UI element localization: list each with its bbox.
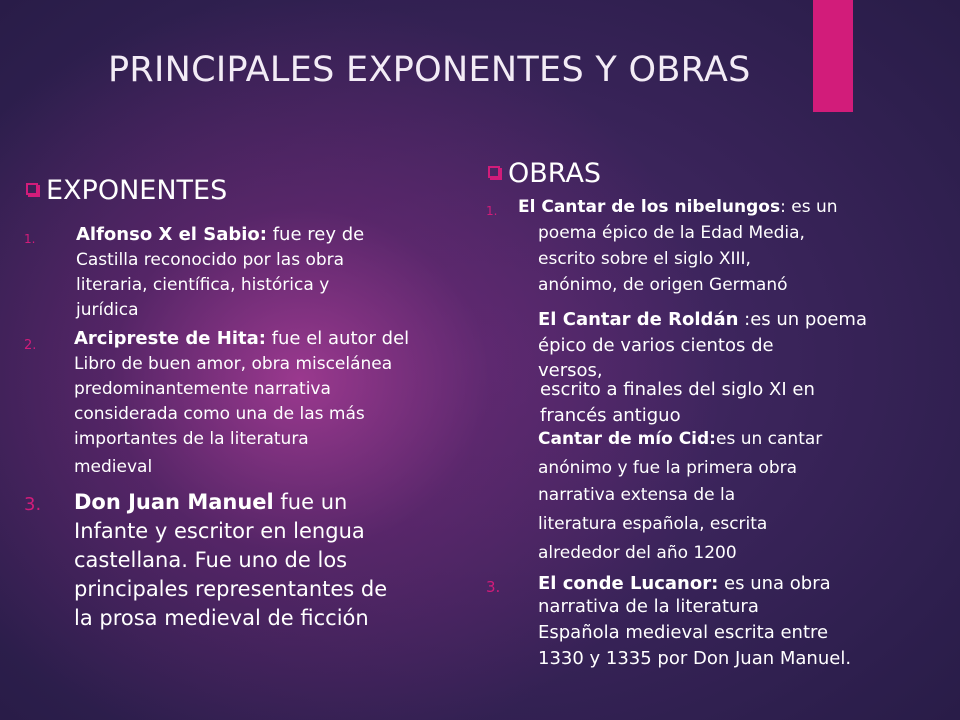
obra-line: anónimo y fue la primera obra — [538, 458, 798, 478]
slide-title: PRINCIPALES EXPONENTES Y OBRAS — [108, 50, 751, 90]
obra-line: literatura española, escrita — [538, 514, 768, 534]
obra-line: versos, — [538, 360, 603, 381]
obra-line: francés antiguo — [540, 405, 681, 426]
exponente-number: 1. — [24, 232, 36, 246]
exponente-line: Arcipreste de Hita: fue el autor del — [74, 328, 410, 349]
obra-number: 3. — [486, 578, 501, 596]
obra-line: poema épico de la Edad Media, — [538, 223, 805, 243]
obra-line: El Cantar de Roldán :es un poema — [538, 309, 867, 330]
obra-name: Cantar de mío Cid: — [538, 429, 716, 449]
obras-heading-text: OBRAS — [508, 158, 602, 189]
exponente-line: literaria, científica, histórica y — [76, 275, 330, 295]
exponente-line: Infante y escritor en lengua — [74, 519, 365, 543]
exponente-name: Arcipreste de Hita: — [74, 328, 266, 349]
obra-line: El conde Lucanor: es una obra — [538, 573, 831, 594]
obra-line: épico de varios cientos de — [538, 335, 774, 356]
obra-line: 1330 y 1335 por Don Juan Manuel. — [538, 648, 852, 669]
obra-line: narrativa extensa de la — [538, 485, 736, 505]
exponente-line: Don Juan Manuel fue un — [74, 490, 348, 514]
obra-number: 1. — [486, 204, 498, 218]
exponente-line: Castilla reconocido por las obra — [76, 250, 345, 270]
exponente-number: 2. — [24, 338, 37, 353]
obra-line: escrito sobre el siglo XIII, — [538, 249, 751, 269]
obra-line: El Cantar de los nibelungos: es un — [518, 197, 838, 217]
obra-line: alrededor del año 1200 — [538, 543, 737, 563]
exponente-line: la prosa medieval de ficción — [74, 606, 369, 630]
obra-name: El Cantar de Roldán — [538, 309, 739, 330]
exponentes-heading — [26, 175, 227, 206]
obra-line: Cantar de mío Cid:es un cantar — [538, 429, 823, 449]
exponente-line: castellana. Fue uno de los — [74, 548, 348, 572]
obra-line: escrito a finales del siglo XI en — [540, 379, 815, 400]
obra-name: El Cantar de los nibelungos — [518, 197, 781, 217]
obra-line: anónimo, de origen Germanó — [538, 275, 788, 295]
exponente-number: 3. — [24, 494, 42, 515]
checkbox-bullet-icon — [488, 166, 500, 178]
exponente-line: importantes de la literatura — [74, 429, 309, 449]
obra-line: Española medieval escrita entre — [538, 622, 829, 643]
exponente-line: Libro de buen amor, obra miscelánea — [74, 354, 393, 374]
accent-bar — [813, 0, 853, 112]
obra-line: narrativa de la literatura — [538, 596, 759, 617]
obra-name: El conde Lucanor: — [538, 573, 719, 594]
obras-heading — [488, 158, 601, 189]
exponente-name: Alfonso X el Sabio: — [76, 224, 267, 245]
checkbox-bullet-icon — [26, 183, 38, 195]
exponente-line: jurídica — [76, 300, 139, 320]
exponente-line: predominantemente narrativa — [74, 379, 331, 399]
exponente-name: Don Juan Manuel — [74, 490, 274, 514]
exponente-line: considerada como una de las más — [74, 404, 365, 424]
exponente-line: Alfonso X el Sabio: fue rey de — [76, 224, 365, 245]
exponente-line: principales representantes de — [74, 577, 388, 601]
exponentes-heading-text: EXPONENTES — [46, 175, 228, 206]
exponente-line: medieval — [74, 457, 153, 477]
